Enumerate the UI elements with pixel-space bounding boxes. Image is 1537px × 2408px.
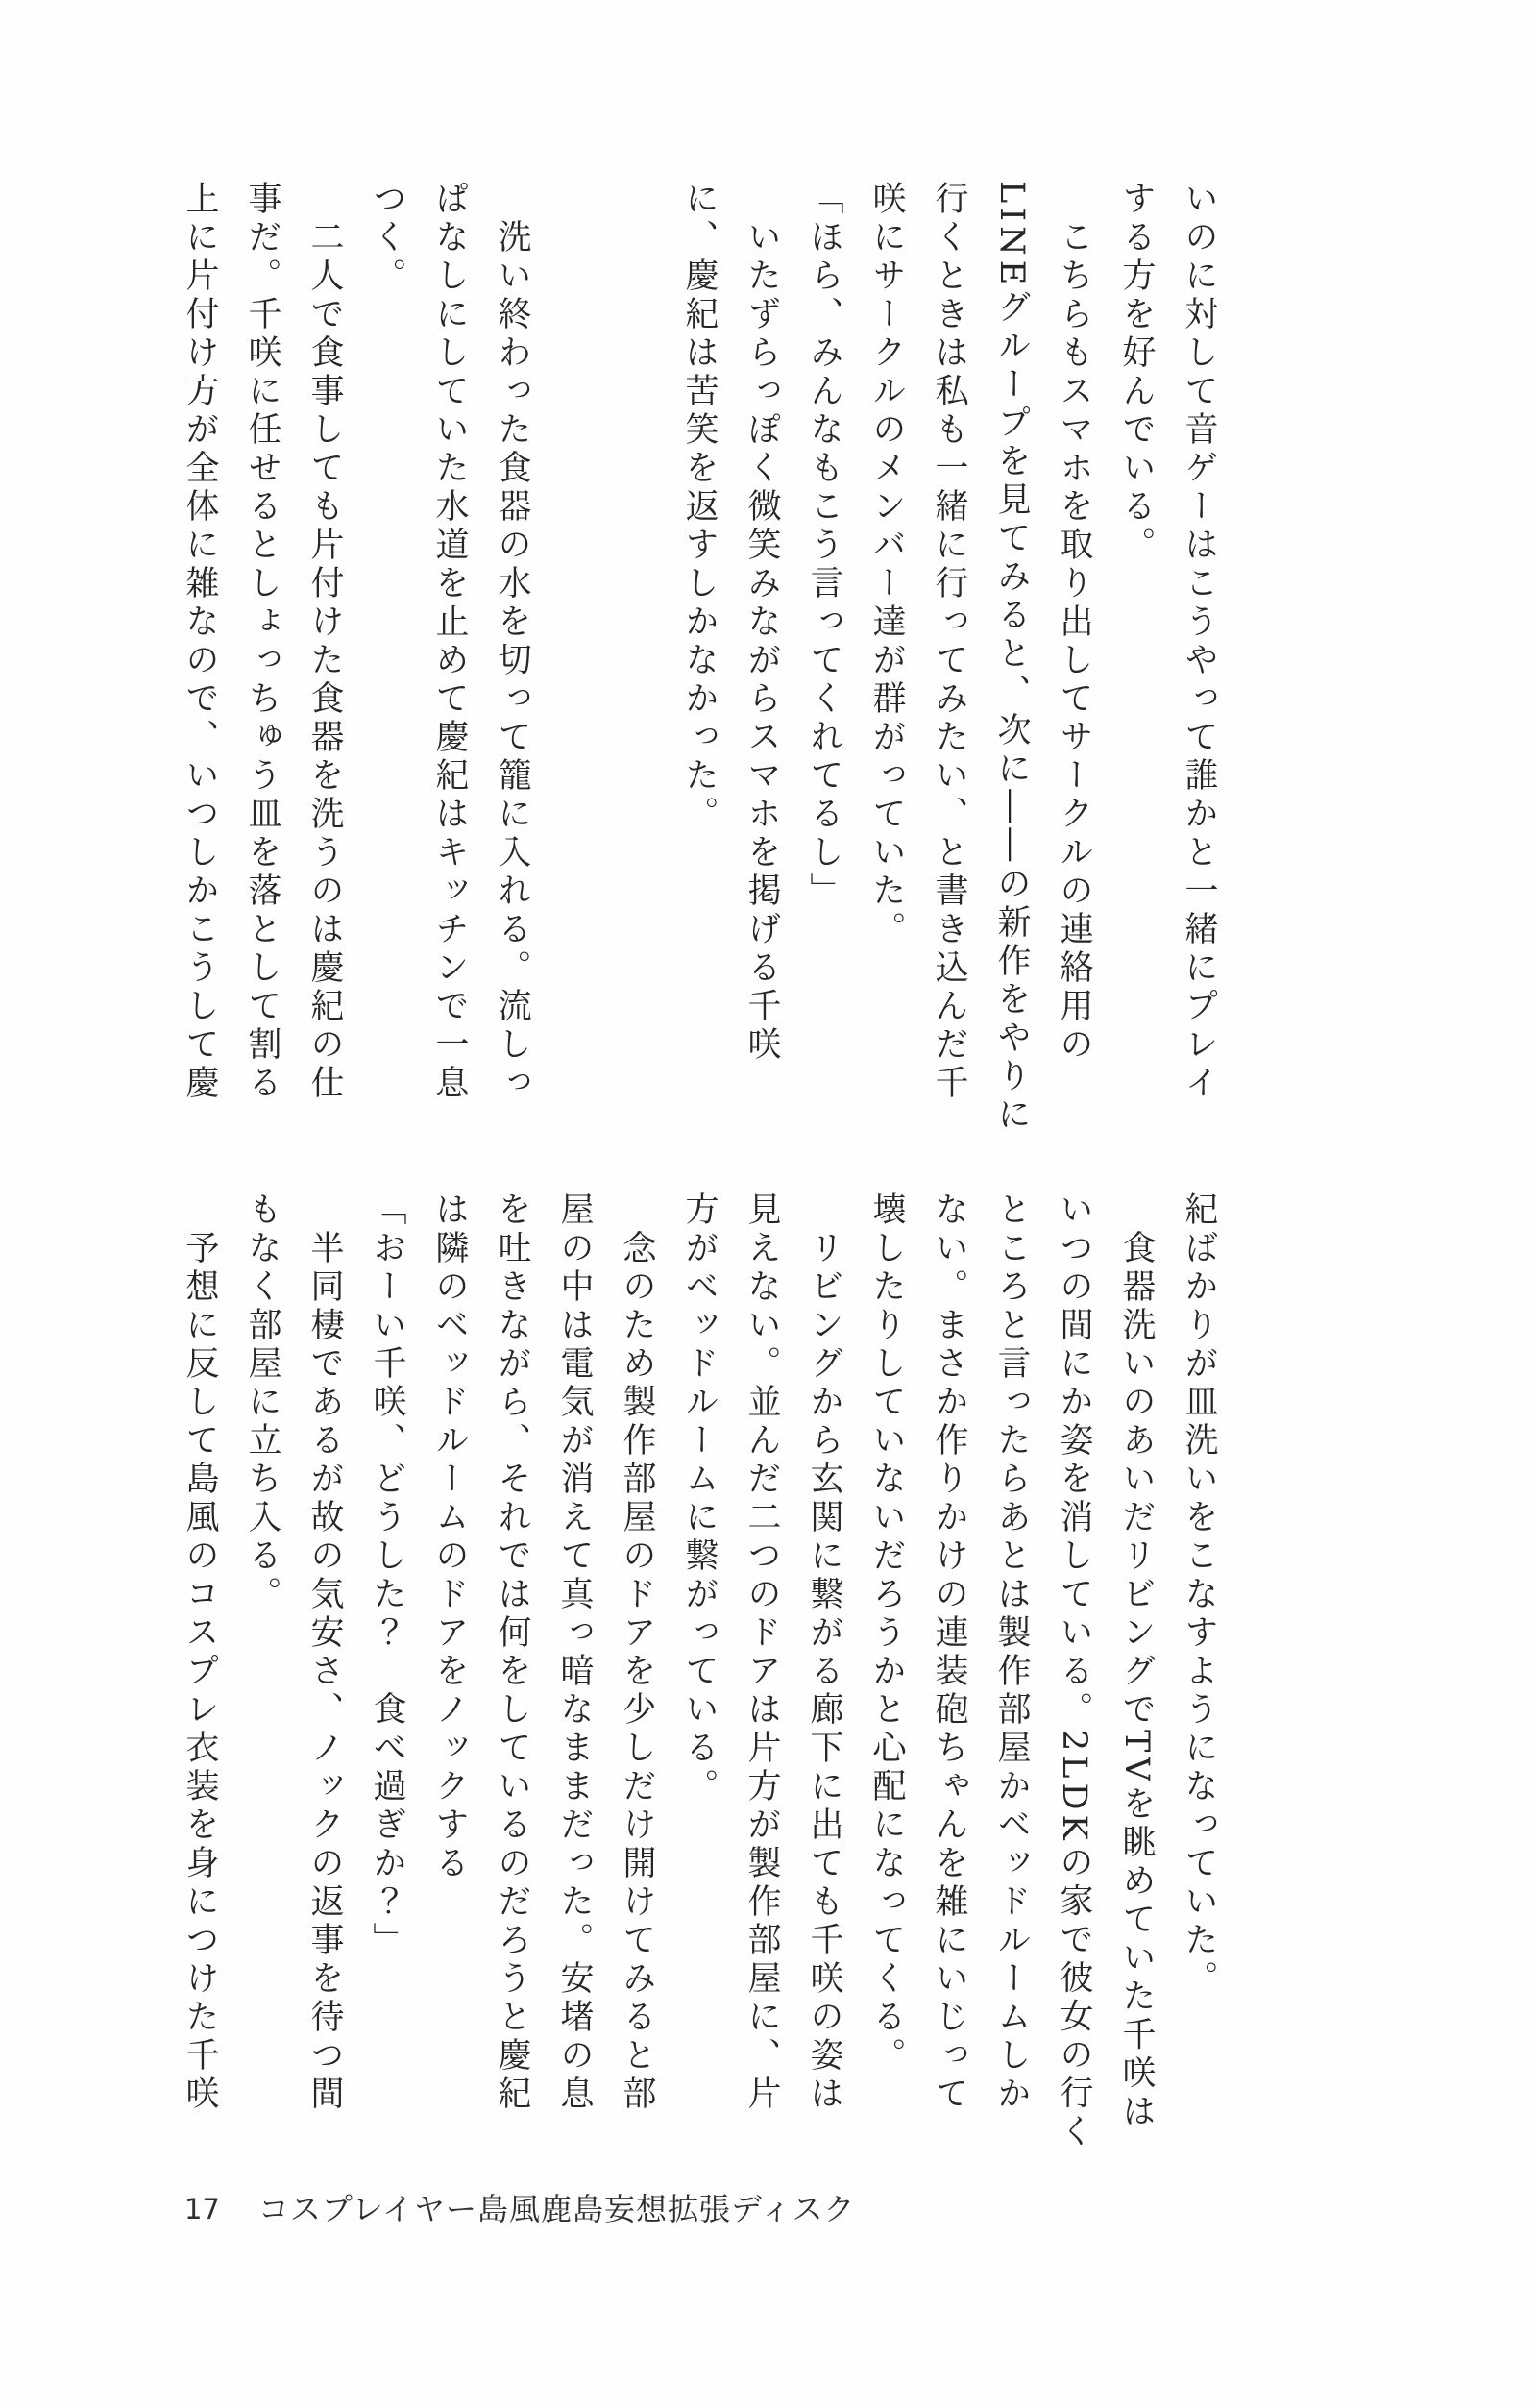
text-line: 食器洗いのあいだリビングでTVを眺めていた千咲は — [1117, 1192, 1156, 2132]
text-line: こちらもスマホを取り出してサークルの連絡用の — [1055, 181, 1093, 1065]
book-title: コスプレイヤー島風鹿島妄想拡張ディスク — [257, 2191, 856, 2227]
bottom-text-block — [168, 1192, 1230, 2152]
text-line: ない。まさか作りかけの連装砲ちゃんを雑にいじって — [930, 1192, 968, 2114]
text-line: 洗い終わった食器の水を切って籠に入れる。流しっ — [493, 181, 531, 1103]
text-line: 行くときは私も一緒に行ってみたい、と書き込んだ千 — [930, 181, 968, 1103]
text-line: ところと言ったらあとは製作部屋かベッドルームしか — [992, 1192, 1031, 2114]
page-footer — [184, 2191, 856, 2227]
text-line: つく。 — [368, 181, 406, 296]
top-text-block — [168, 181, 1230, 1136]
text-line: 「ほら、みんなもこう言ってくれてるし」 — [805, 181, 843, 911]
text-line: いたずらっぽく微笑みながらスマホを掲げる千咲 — [743, 181, 781, 1065]
text-line: 念のため製作部屋のドアを少しだけ開けてみると部 — [618, 1192, 656, 2114]
text-line: もなく部屋に立ち入る。 — [243, 1192, 281, 1614]
text-line: 「おーい千咲、どうした？ 食べ過ぎか？」 — [368, 1192, 406, 1960]
text-line: 見えない。並んだ二つのドアは片方が製作部屋に、片 — [743, 1192, 781, 2114]
text-line: 二人で食事しても片付けた食器を洗うのは慶紀の仕 — [305, 181, 344, 1103]
text-line — [543, 181, 605, 1105]
text-line: LINEグループを見てみると、次に――の新作をやりに — [992, 181, 1031, 1136]
text-line: いつの間にか姿を消している。2LDKの家で彼女の行く — [1055, 1192, 1093, 2152]
text-line: 壊したりしていないだろうかと心配になってくる。 — [867, 1192, 906, 2076]
text-line: は隣のベッドルームのドアをノックする — [430, 1192, 469, 1883]
text-line: いのに対して音ゲーはこうやって誰かと一緒にプレイ — [1180, 181, 1218, 1103]
text-line: リビングから玄関に繋がる廊下に出ても千咲の姿は — [805, 1192, 843, 2114]
text-line: 上に片付け方が全体に雑なので、いつしかこうして慶 — [181, 181, 219, 1103]
text-line: 方がベッドルームに繋がっている。 — [680, 1192, 719, 1806]
text-line: 半同棲であるが故の気安さ、ノックの返事を待つ間 — [305, 1192, 344, 2114]
page-number: 17 — [184, 2193, 220, 2225]
text-line: 事だ。千咲に任せるとしょっちゅう皿を落として割る — [243, 181, 281, 1103]
text-line: 紀ばかりが皿洗いをこなすようになっていた。 — [1180, 1192, 1218, 1999]
text-line: 予想に反して島風のコスプレ衣装を身につけた千咲 — [181, 1192, 219, 2114]
text-line: する方を好んでいる。 — [1117, 181, 1156, 565]
text-line: 屋の中は電気が消えて真っ暗なままだった。安堵の息 — [555, 1192, 594, 2114]
text-line: を吐きながら、それでは何をしているのだろうと慶紀 — [493, 1192, 531, 2114]
text-line: 咲にサークルのメンバー達が群がっていた。 — [867, 181, 906, 949]
text-line: ぱなしにしていた水道を止めて慶紀はキッチンで一息 — [430, 181, 469, 1103]
text-line: に、慶紀は苦笑を返すしかなかった。 — [680, 181, 719, 834]
text-line — [605, 181, 668, 1105]
